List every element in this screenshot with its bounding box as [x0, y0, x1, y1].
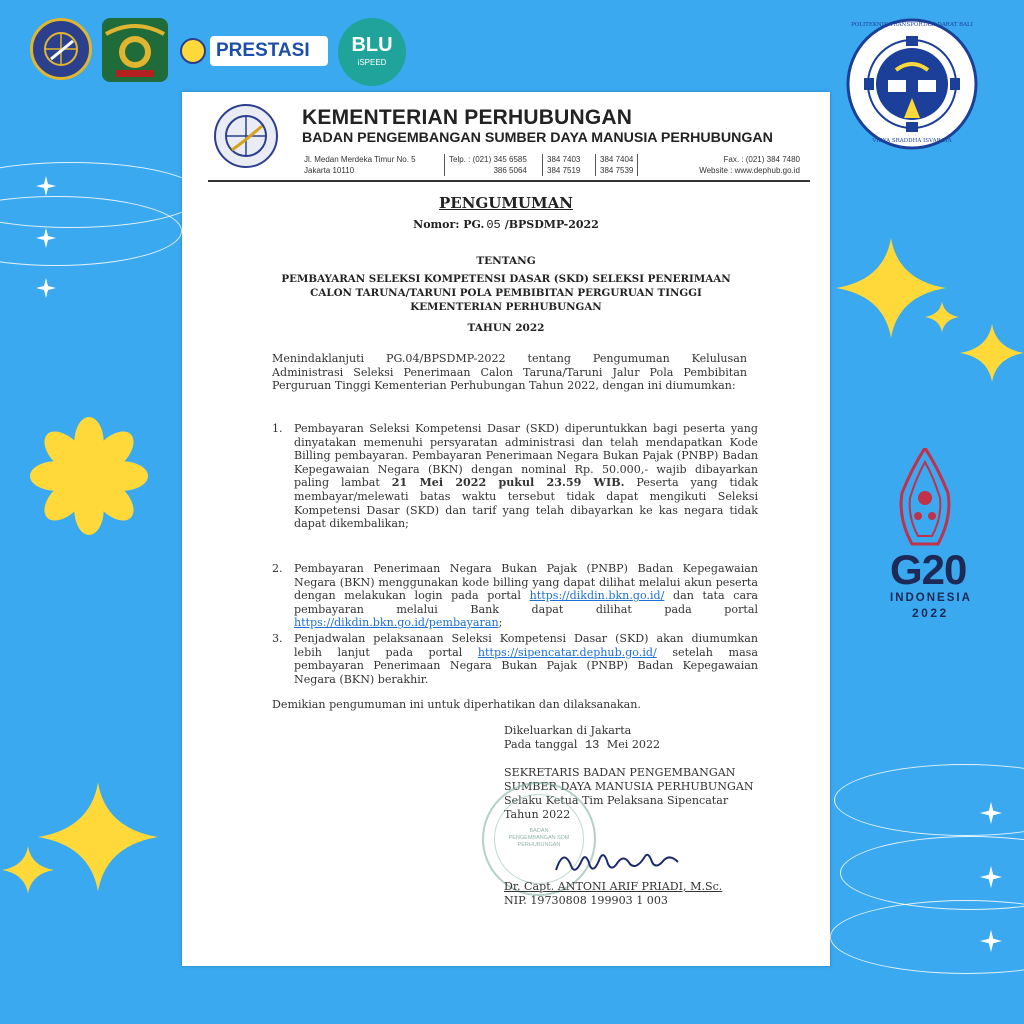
list-number: 3.: [272, 632, 283, 645]
g20-country: INDONESIA: [890, 592, 972, 604]
number-prefix: Nomor: PG.: [413, 218, 485, 231]
sipencatar-link[interactable]: https://sipencatar.dephub.go.id/: [477, 645, 657, 659]
decorative-oval-right-1: [834, 764, 1024, 836]
item-text: Penjadwalan pelaksanaan Seleksi Kompetensi Dasar (SKD) akan diumumkan lebih lanjut pada portal: [294, 632, 758, 659]
poltrada-ring-top: POLITEKNIK TRANSPORTASI DARAT BALI: [851, 22, 973, 28]
yellow-sparkle-icon: [960, 318, 1024, 388]
letterhead-rule: [208, 180, 810, 182]
subject-line: CALON TARUNA/TARUNI POLA PEMBIBITAN PERGURUAN TINGGI: [310, 287, 702, 299]
date-suffix: Mei 2022: [606, 738, 661, 751]
number-suffix: /BPSDMP-2022: [504, 218, 599, 231]
date-prefix: Pada tanggal: [504, 738, 578, 751]
list-item: [272, 632, 758, 686]
telephone-line: 384 7519: [547, 166, 581, 175]
sparkle-icon: [36, 228, 56, 248]
g20-gunungan-icon: [898, 448, 952, 548]
telephone-line: 384 7539: [600, 166, 634, 175]
telephone-line: 384 7404: [600, 155, 634, 164]
item-text: Peserta yang tidak membayar/melewati batas waktu tersebut tidak dapat mengikuti Seleksi Kompetensi Dasar (SKD) dan tarif yang telah dibayarkan ke kas negara tidak dapat dikembalikan;: [294, 476, 759, 531]
blu-speed-logo: [338, 18, 406, 86]
sparkle-icon: [980, 866, 1002, 888]
sparkle-icon: [980, 930, 1002, 952]
letterhead-subtitle: BADAN PENGEMBANGAN SUMBER DAYA MANUSIA PERHUBUNGAN: [302, 130, 773, 146]
yellow-sparkle-icon: [2, 846, 54, 894]
signatory-role: Tahun 2022: [504, 808, 571, 821]
list-number: 1.: [272, 422, 283, 435]
closing-paragraph: Demikian pengumuman ini untuk diperhatikan dan dilaksanakan.: [272, 698, 641, 711]
tutwuri-logo: [180, 38, 206, 64]
dikdin-payment-link[interactable]: https://dikdin.bkn.go.id/pembayaran: [294, 616, 499, 630]
list-text: [294, 562, 758, 630]
crest-logo: [102, 18, 168, 82]
letterhead-title: KEMENTERIAN PERHUBUNGAN: [302, 106, 633, 129]
fax-line: Fax. : (021) 384 7480: [723, 155, 800, 164]
sparkle-icon: [36, 176, 56, 196]
poltrada-bali-logo: [846, 18, 978, 150]
subject-line: KEMENTERIAN PERHUBUNGAN: [410, 301, 602, 313]
year-line: TAHUN 2022: [467, 322, 545, 334]
telephone-line: Telp. : (021) 345 6585: [449, 155, 527, 164]
g20-year: 2022: [912, 606, 949, 620]
stamp-text: BADAN PENGEMBANGAN SDM PERHUBUNGAN: [508, 828, 570, 848]
list-number: 2.: [272, 562, 283, 575]
letterhead-logo: [214, 104, 278, 168]
item-text: Pembayaran Seleksi Kompetensi Dasar (SKD) diperuntukkan bagi peserta yang dinyatakan memenuhi persyaratan administrasi dan telah mendapatkan Kode Billing pembayaran. Pembayaran Penerimaan Negara Bukan Pajak (PNBP) Badan Kepegawaian Negara (BKN) dengan nominal Rp. 50.000,- wajib dibayarkan paling lambat: [294, 422, 758, 490]
signatory-nip: NIP. 19730808 199903 1 003: [504, 894, 668, 907]
blu-label: BLU: [351, 34, 393, 56]
prestasi-label: PRESTASI: [216, 40, 310, 61]
signature-mark: [552, 840, 692, 880]
item-text: setelah masa pembayaran Penerimaan Negara Bukan Pajak (PNBP) Badan Kepegawaian Negara (BKN) berakhir.: [294, 645, 758, 686]
issued-date: [504, 738, 660, 753]
signatory-role: SEKRETARIS BADAN PENGEMBANGAN: [504, 766, 736, 779]
tentang-label: TENTANG: [476, 255, 536, 267]
sparkle-icon: [980, 802, 1002, 824]
dikdin-link[interactable]: https://dikdin.bkn.go.id/: [529, 589, 665, 603]
item-text: dan tata cara pembayaran melalui Bank dapat dilihat pada portal: [294, 589, 759, 616]
list-item: [272, 562, 758, 630]
list-text: [294, 422, 758, 531]
address-line: Jl. Medan Merdeka Timur No. 5: [304, 155, 416, 164]
telephone-block-2: [542, 154, 580, 176]
letter-number: [182, 218, 830, 232]
signatory-role: Selaku Ketua Tim Pelaksana Sipencatar: [504, 794, 729, 807]
sparkle-icon: [36, 278, 56, 298]
kemenhub-logo: [30, 18, 92, 80]
yellow-sparkle-icon: [38, 782, 158, 892]
g20-title: G20: [890, 546, 967, 593]
yellow-flower-icon: [30, 414, 148, 538]
deadline-text: 21 Mei 2022 pukul 23.59 WIB.: [391, 476, 625, 490]
item-text: ;: [498, 616, 503, 630]
telephone-line: 386 5064: [493, 166, 527, 175]
number-handwritten: 05: [486, 218, 501, 232]
website-line: Website : www.dephub.go.id: [699, 166, 800, 175]
address-line: Jakarta 10110: [304, 166, 355, 175]
item-text: Pembayaran Penerimaan Negara Bukan Pajak (PNBP) Badan Kepegawaian Negara (BKN) menggunakan kode billing yang dapat dilihat melalui akun peserta dengan melakukan login pada portal: [294, 562, 758, 603]
fax-website-block: [660, 154, 800, 176]
signatory-name: Dr. Capt. ANTONI ARIF PRIADI, M.Sc.: [504, 880, 723, 893]
prestasi-logo: [210, 36, 328, 66]
issued-place: Dikeluarkan di Jakarta: [504, 724, 632, 737]
list-item: [272, 422, 758, 531]
poltrada-ring-bottom: VIDYA SRADDHA ISVARAYA: [872, 138, 952, 144]
signatory-role: SUMBER DAYA MANUSIA PERHUBUNGAN: [504, 780, 754, 793]
intro-paragraph: Menindaklanjuti PG.04/BPSDMP-2022 tentang Pengumuman Kelulusan Administrasi Seleksi Penerimaan Calon Taruna/Taruni Jalur Pola Pembibitan Perguruan Tinggi Kementerian Perhubungan Tahun 2022, dengan ini diumumkan:: [272, 352, 747, 393]
date-day: 13: [584, 738, 600, 752]
telephone-block: [444, 154, 527, 176]
list-text: [294, 632, 758, 686]
subject-line: PEMBAYARAN SELEKSI KOMPETENSI DASAR (SKD) SELEKSI PENERIMAAN: [281, 273, 731, 285]
address-block: [304, 154, 416, 176]
letter-heading: PENGUMUMAN: [439, 194, 573, 212]
telephone-line: 384 7403: [547, 155, 581, 164]
announcement-letter: [182, 92, 830, 966]
yellow-sparkle-icon: [925, 300, 959, 334]
telephone-block-3: [595, 154, 638, 176]
blu-sub-label: iSPEED: [357, 58, 387, 67]
